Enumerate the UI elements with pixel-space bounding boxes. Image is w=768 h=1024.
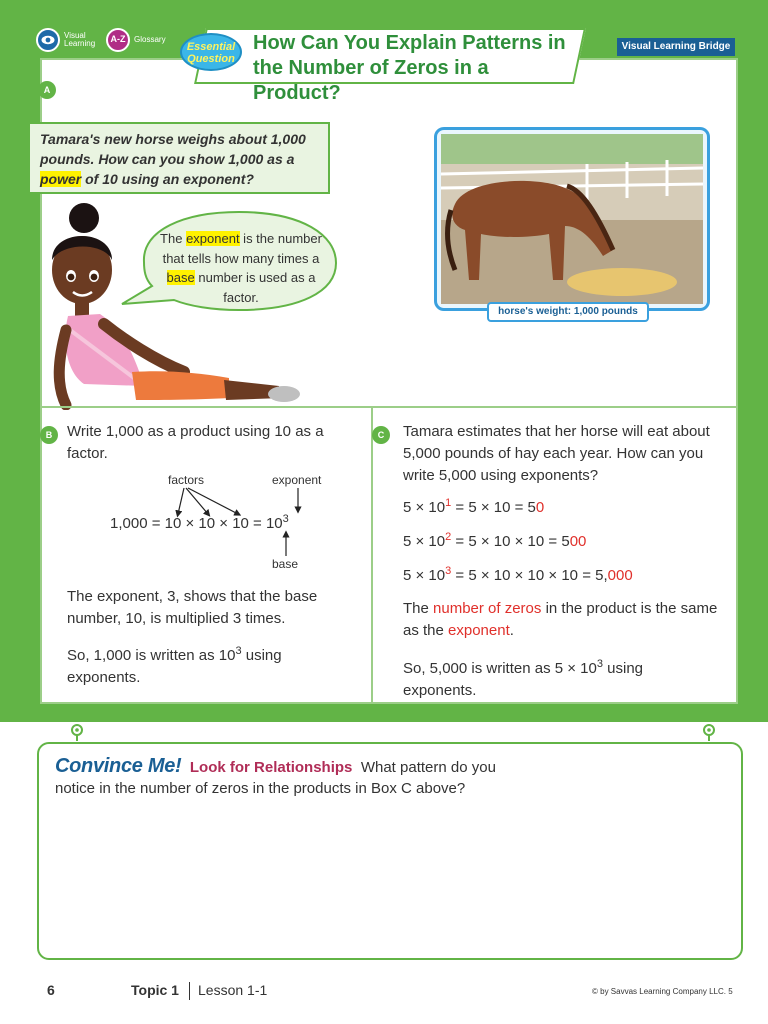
speech-highlight-exponent: exponent (186, 231, 240, 246)
section-b-intro: Write 1,000 as a product using 10 as a factor. (67, 423, 324, 462)
c-eq2-pre: 5 × 10 (403, 533, 446, 550)
page-number: 6 (47, 982, 55, 998)
speech-text-3: number is used as a factor. (194, 270, 316, 305)
visual-learning-bridge-badge[interactable]: Visual Learning Bridge (617, 38, 735, 56)
section-c-intro: Tamara estimates that her horse will eat about 5,000 pounds of hay each year. How can you write 5,000 using exponents? (403, 423, 710, 484)
section-c-para1 (403, 598, 718, 642)
section-c-tag: C (372, 426, 390, 444)
c-para1-red2: exponent (448, 622, 510, 639)
c-eq3-pre: 5 × 10 (403, 567, 446, 584)
label-factors: factors (168, 473, 205, 487)
speech-bubble-text (148, 229, 334, 307)
section-a-tag: A (38, 81, 56, 99)
glossary-link[interactable] (106, 28, 166, 52)
section-b-para2 (67, 640, 357, 689)
label-exponent: exponent (272, 473, 322, 487)
visual-learning-label: Visual Learning (64, 30, 96, 48)
horse-photo-frame (434, 127, 710, 311)
c-para1-c: . (509, 622, 514, 639)
speech-text-2: is the number that tells how many times a (162, 231, 322, 266)
eye-icon (36, 28, 60, 52)
prompt-text-post: of 10 using an exponent? (81, 171, 254, 187)
separator-pin-icon-right (700, 724, 718, 742)
section-b-para1: The exponent, 3, shows that the base number, 10, is multiplied 3 times. (67, 588, 318, 627)
essential-question-badge: Essential Question (180, 33, 242, 71)
c-eq1-pre: 5 × 10 (403, 499, 446, 516)
section-c-para2 (403, 653, 718, 702)
convince-me-content (55, 756, 525, 799)
convince-me-title: Convince Me! (55, 755, 182, 777)
convince-me-subtitle: Look for Relationships (189, 759, 353, 776)
c-eq1-red: 0 (535, 499, 545, 516)
section-c-eq1 (403, 497, 544, 516)
visual-learning-link[interactable] (36, 28, 96, 52)
c-eq1-mid: = 5 × 10 = 5 (451, 499, 536, 516)
photo-caption: horse's weight: 1,000 pounds (487, 302, 649, 322)
section-b-equation (110, 513, 289, 532)
c-eq2-sup: 2 (445, 531, 452, 543)
c-para2-pre: So, 5,000 is written as 5 × 10 (403, 660, 597, 677)
footer-lesson: Lesson 1-1 (198, 982, 268, 998)
glossary-label: Glossary (134, 34, 166, 44)
c-eq3-mid: = 5 × 10 × 10 × 10 = 5, (451, 567, 608, 584)
convince-me-box[interactable] (37, 742, 743, 960)
b-para2-pre: So, 1,000 is written as 10 (67, 647, 236, 664)
c-eq1-sup: 1 (445, 497, 452, 509)
equation-main: 1,000 = 10 × 10 × 10 = 10 (110, 515, 283, 532)
c-para1-a: The (403, 600, 434, 617)
separator-pin-icon-left (68, 724, 86, 742)
glossary-az-icon: A-Z (106, 28, 130, 52)
prompt-highlight-power: power (40, 171, 82, 187)
page-title: How Can You Explain Patterns in the Number of Zeros in a Product? (253, 32, 566, 104)
convince-me-question: What pattern do you notice in the number of zeros in the products in Box C above? (55, 759, 496, 797)
speech-text-1: The (160, 231, 187, 246)
header-icons (36, 28, 166, 52)
footer-topic: Topic 1 (131, 982, 179, 998)
c-para1-red1: number of zeros (433, 600, 542, 617)
b-para2-sup: 3 (235, 645, 242, 657)
footer-divider (189, 982, 190, 1000)
c-eq2-red: 00 (569, 533, 587, 550)
c-para1-b: in the product is the same as the (403, 600, 718, 639)
equation-exponent: 3 (282, 513, 289, 525)
section-a-prompt (28, 122, 330, 194)
section-c-eq2 (403, 531, 586, 550)
c-para2-post: using exponents. (403, 660, 644, 699)
prompt-text-pre: Tamara's new horse weighs about 1,000 pounds. How can you show 1,000 as a (40, 131, 306, 167)
label-base: base (272, 557, 299, 571)
section-b-tag: B (40, 426, 58, 444)
panel-divider-horizontal (40, 406, 738, 408)
horse-photo (437, 130, 707, 308)
speech-highlight-base: base (166, 270, 195, 285)
c-eq3-red: 000 (607, 567, 633, 584)
footer-copyright: © by Savvas Learning Company LLC. 5 (592, 987, 733, 996)
section-c-eq3 (403, 565, 633, 584)
c-eq3-sup: 3 (445, 565, 452, 577)
b-para2-post: using exponents. (67, 647, 282, 686)
panel-divider-vertical (371, 406, 373, 704)
c-eq2-mid: = 5 × 10 × 10 = 5 (451, 533, 570, 550)
c-para2-sup: 3 (596, 658, 603, 670)
